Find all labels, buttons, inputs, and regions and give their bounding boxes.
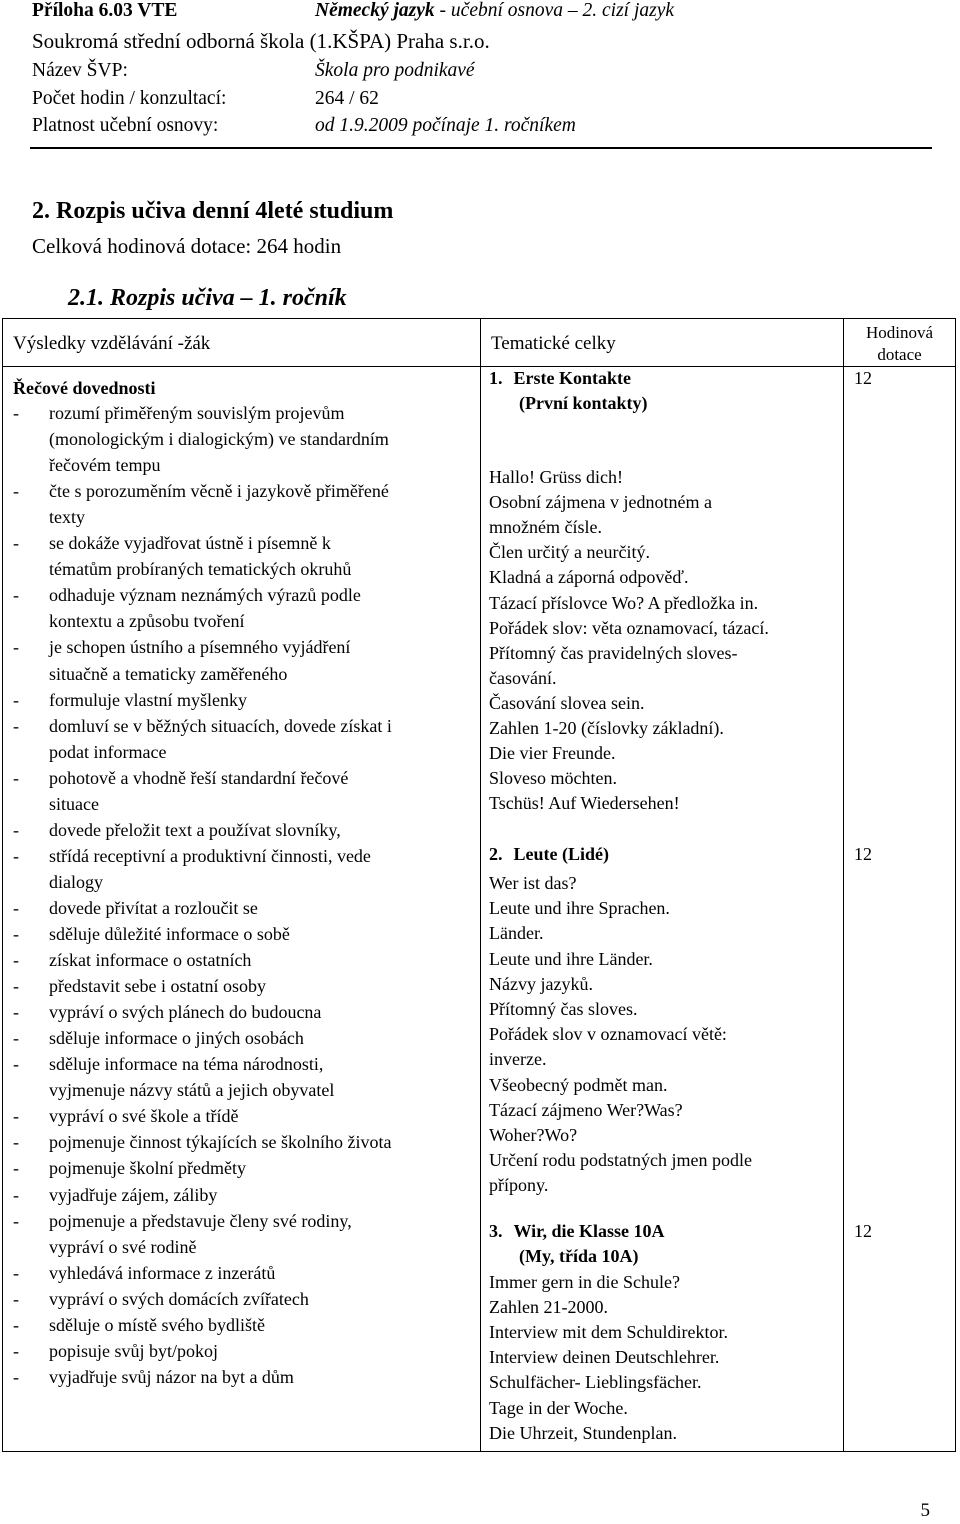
unit-item: přípony. — [489, 1175, 549, 1196]
list-dash: - — [13, 1002, 19, 1023]
table-body-row — [3, 367, 956, 1452]
list-dash: - — [13, 845, 19, 866]
outcome-text: sděluje důležité informace o sobě — [49, 924, 290, 944]
outcome-text: získat informace o ostatních — [49, 950, 252, 971]
unit-item: Přítomný čas pravidelných sloves- — [489, 642, 738, 663]
attachment-label: Příloha 6.03 VTE — [32, 0, 178, 21]
list-dash: - — [13, 1028, 19, 1049]
header-hours-line-1: Hodinová — [865, 323, 934, 342]
outcome-text: vyjadřuje zájem, záliby — [49, 1184, 218, 1205]
outcome-text: sděluje o místě svého bydliště — [49, 1314, 265, 1335]
outcome-text: kontextu a způsobu tvoření — [49, 611, 245, 632]
curriculum-table — [2, 318, 956, 1452]
outcome-text: pojmenuje školní předměty — [49, 1158, 246, 1179]
validity-value: od 1.9.2009 počínaje 1. ročníkem — [315, 115, 576, 136]
list-dash: - — [13, 1340, 19, 1361]
outcome-text: situačně a tematicky zaměřeného — [49, 663, 288, 684]
school-name: Soukromá střední odborná škola (1.KŠPA) Praha s.r.o. — [32, 29, 490, 53]
unit-item: Zahlen 21-2000. — [489, 1297, 608, 1318]
list-dash: - — [13, 1184, 19, 1205]
unit-item: časování. — [489, 667, 557, 688]
list-dash: - — [13, 1288, 19, 1309]
unit-item: Sloveso möchten. — [489, 768, 617, 789]
unit-item: Určení rodu podstatných jmen podle — [489, 1150, 752, 1171]
list-dash: - — [13, 533, 19, 554]
unit-item: Die Uhrzeit, Stundenplan. — [489, 1422, 677, 1443]
unit-title — [489, 1221, 665, 1241]
list-dash: - — [13, 585, 19, 606]
outcome-text: řečovém tempu — [49, 455, 161, 476]
unit-number: 2. — [489, 844, 503, 864]
list-dash: - — [13, 481, 19, 502]
list-dash: - — [13, 689, 19, 710]
outcome-text: situace — [49, 793, 99, 814]
outcome-text: dovede přivítat a rozloučit se — [49, 897, 258, 918]
unit-item: Pořádek slov v oznamovací větě: — [489, 1024, 727, 1045]
outcome-text: se dokáže vyjadřovat ústně i písemně k — [49, 533, 331, 554]
list-dash: - — [13, 1314, 19, 1335]
header-divider — [30, 147, 932, 149]
topics-cell — [481, 367, 844, 1452]
total-hours: Celková hodinová dotace: 264 hodin — [32, 234, 342, 258]
outcome-text: dialogy — [49, 871, 103, 892]
unit-number: 1. — [489, 368, 503, 388]
unit-subtitle: (My, třída 10A) — [519, 1246, 639, 1266]
unit-item: Všeobecný podmět man. — [489, 1074, 668, 1095]
outcome-text: představit sebe i ostatní osoby — [49, 976, 266, 997]
unit-item: Wer ist das? — [489, 873, 577, 893]
unit-item: Přítomný čas sloves. — [489, 999, 638, 1019]
hours-cell — [844, 367, 956, 1452]
outcome-text: vypráví o svých domácích zvířatech — [49, 1288, 309, 1309]
unit-item: Hallo! Grüss dich! — [489, 467, 623, 487]
list-dash: - — [13, 924, 19, 944]
list-dash: - — [13, 637, 19, 658]
unit-item: Člen určitý a neurčitý. — [489, 542, 650, 563]
section-title: 2. Rozpis učiva denní 4leté studium — [32, 198, 394, 224]
hours-value: 264 / 62 — [315, 88, 379, 109]
outcome-text: texty — [49, 507, 85, 528]
outcome-text: rozumí přiměřeným souvislým projevům — [49, 403, 345, 423]
unit-item: Leute und ihre Sprachen. — [489, 898, 670, 919]
validity-label: Platnost učební osnovy: — [32, 115, 219, 136]
outcome-text: vyhledává informace z inzerátů — [49, 1262, 276, 1283]
list-dash: - — [13, 897, 19, 918]
unit-item: Immer gern in die Schule? — [489, 1272, 680, 1292]
outcome-text: vypráví o své rodině — [49, 1236, 197, 1257]
outcome-text: (monologickým i dialogickým) ve standardním — [49, 429, 389, 450]
outcome-text: je schopen ústního a písemného vyjádření — [49, 637, 351, 658]
unit-name: Erste Kontakte — [513, 368, 631, 388]
unit-hours: 12 — [854, 368, 872, 388]
list-dash: - — [13, 950, 19, 971]
hours-label: Počet hodin / konzultací: — [32, 88, 227, 109]
unit-number: 3. — [489, 1221, 503, 1241]
outcome-text: pojmenuje činnost týkajících se školního života — [49, 1132, 392, 1153]
list-dash: - — [13, 1262, 19, 1283]
unit-subtitle: (První kontakty) — [519, 393, 648, 413]
list-dash: - — [13, 1366, 19, 1387]
list-dash: - — [13, 1158, 19, 1179]
unit-item: Tage in der Woche. — [489, 1397, 628, 1418]
header-topics: Tematické celky — [481, 319, 844, 367]
outcome-text: odhaduje význam neznámých výrazů podle — [49, 585, 361, 606]
svp-value: Škola pro podnikavé — [315, 60, 475, 81]
outcome-text: vyjmenuje názvy států a jejich obyvatel — [49, 1080, 335, 1101]
outcome-text: tématům probíraných tematických okruhů — [49, 559, 352, 580]
outcome-text: domluví se v běžných situacích, dovede získat i — [49, 715, 392, 736]
outcome-text: pojmenuje a představuje členy své rodiny, — [49, 1210, 352, 1231]
outcome-text: sděluje informace o jiných osobách — [49, 1028, 304, 1049]
outcome-text: střídá receptivní a produktivní činnosti, vede — [49, 845, 371, 866]
header-hours — [844, 319, 956, 367]
unit-item: Kladná a záporná odpověď. — [489, 567, 689, 588]
unit-item: Osobní zájmena v jednotném a — [489, 492, 712, 513]
unit-hours: 12 — [854, 1221, 872, 1241]
list-dash: - — [13, 1106, 19, 1127]
header-hours-line-2: dotace — [877, 345, 922, 364]
unit-name: Leute (Lidé) — [513, 844, 609, 864]
header-line-1 — [32, 0, 177, 22]
subject-name: Německý jazyk — [315, 0, 435, 21]
unit-item: Názvy jazyků. — [489, 973, 593, 994]
unit-item: Tázací příslovce Wo? A předložka in. — [489, 592, 759, 613]
unit-item: Tázací zájmeno Wer?Was? — [489, 1099, 683, 1120]
list-dash: - — [13, 976, 19, 997]
unit-item: inverze. — [489, 1049, 547, 1070]
outcome-text: vypráví o svých plánech do budoucna — [49, 1002, 322, 1023]
outcome-text: vypráví o své škole a třídě — [49, 1106, 239, 1127]
unit-item: Länder. — [489, 923, 544, 944]
list-dash: - — [13, 819, 19, 840]
unit-item: Interview mit dem Schuldirektor. — [489, 1322, 728, 1343]
list-dash: - — [13, 1054, 19, 1075]
section-subtitle: 2.1. Rozpis učiva – 1. ročník — [68, 285, 347, 311]
unit-title — [489, 844, 609, 864]
outcome-text: popisuje svůj byt/pokoj — [49, 1340, 219, 1361]
unit-item: Časování slovea sein. — [489, 692, 645, 713]
list-dash: - — [13, 715, 19, 736]
outcome-text: čte s porozuměním věcně i jazykově přiměřené — [49, 481, 389, 502]
unit-hours: 12 — [854, 844, 872, 864]
subject-detail: - učební osnova – 2. cizí jazyk — [434, 0, 675, 21]
outcomes-heading: Řečové dovednosti — [13, 378, 156, 398]
table-header-row — [3, 319, 956, 367]
header-outcomes: Výsledky vzdělávání -žák — [3, 319, 481, 367]
list-dash: - — [13, 1132, 19, 1153]
page-number: 5 — [920, 1500, 930, 1521]
outcome-text: pohotově a vhodně řeší standardní řečové — [49, 767, 349, 788]
unit-item: Tschüs! Auf Wiedersehen! — [489, 793, 680, 814]
unit-name: Wir, die Klasse 10A — [513, 1221, 665, 1241]
unit-item: Interview deinen Deutschlehrer. — [489, 1347, 720, 1368]
outcome-text: sděluje informace na téma národnosti, — [49, 1054, 324, 1075]
unit-item: Schulfächer- Lieblingsfächer. — [489, 1372, 702, 1393]
unit-item: množném čísle. — [489, 517, 602, 538]
unit-item: Die vier Freunde. — [489, 743, 616, 764]
subject-line — [315, 0, 674, 22]
outcome-text: vyjadřuje svůj názor na byt a dům — [49, 1366, 294, 1387]
outcome-text: podat informace — [49, 741, 167, 762]
unit-title — [489, 368, 631, 388]
list-dash: - — [13, 403, 19, 423]
list-dash: - — [13, 767, 19, 788]
unit-item: Leute und ihre Länder. — [489, 948, 653, 969]
unit-item: Pořádek slov: věta oznamovací, tázací. — [489, 617, 769, 638]
unit-item: Zahlen 1-20 (číslovky základní). — [489, 718, 724, 738]
outcomes-cell — [3, 367, 481, 1452]
outcome-text: formuluje vlastní myšlenky — [49, 689, 247, 710]
list-dash: - — [13, 1210, 19, 1231]
outcome-text: dovede přeložit text a používat slovníky, — [49, 819, 341, 840]
unit-item: Woher?Wo? — [489, 1125, 578, 1145]
svp-label: Název ŠVP: — [32, 60, 128, 81]
